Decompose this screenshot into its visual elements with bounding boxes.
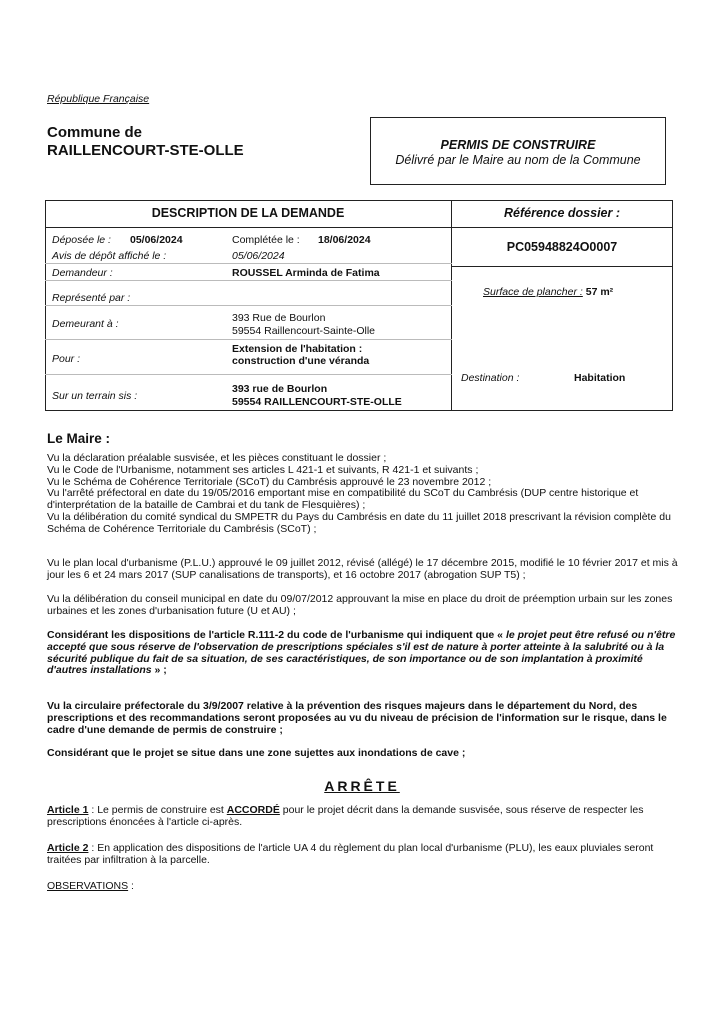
completee-value: 18/06/2024 — [318, 234, 371, 246]
deposee-value: 05/06/2024 — [130, 234, 183, 246]
permis-subtitle: Délivré par le Maire au nom de la Commune — [395, 153, 641, 167]
permis-box — [370, 117, 666, 185]
destination-label: Destination : — [461, 372, 520, 384]
description-title: DESCRIPTION DE LA DEMANDE — [151, 206, 345, 220]
reference-title: Référence dossier : — [503, 206, 621, 220]
avis-value: 05/06/2024 — [232, 250, 285, 262]
reference-value: PC05948824O0007 — [506, 240, 618, 254]
considerant-inondations: Considérant que le projet se situe dans une zone sujettes aux inondations de cave ; — [47, 747, 466, 759]
pour-label: Pour : — [52, 353, 81, 365]
row-separator — [45, 374, 452, 375]
table-header-line — [451, 227, 673, 228]
considerant-quote: le projet peut être refusé ou n'être accepté que sous réserve de l'observation de prescriptions spéciales s'il est de nature à porter atteinte à la salubrité ou à la sécurité publique du fait de sa situation, de ses caractéristiques, de son importance ou de son implantation à proximité d'autres installations — [47, 629, 676, 677]
surface-label: Surface de plancher : — [483, 286, 583, 298]
completee-label: Complétée le : — [232, 234, 300, 246]
row-separator — [45, 263, 452, 264]
surface-plancher — [483, 286, 613, 298]
permis-title: PERMIS DE CONSTRUIRE — [440, 138, 596, 152]
vu-delib: Vu la délibération du conseil municipal en date du 09/07/2012 approuvant la mise en place du droit de préemption urbain sur les zones urbaines et les zones d'urbanisation future (U et AU) ; — [47, 593, 673, 617]
vu-item: Vu le Schéma de Cohérence Territoriale (SCoT) du Cambrésis approuvé le 23 novembre 2012 ; — [47, 475, 492, 488]
vu-circulaire: Vu la circulaire préfectorale du 3/9/2007 relative à la prévention des risques majeurs dans le département du Nord, des prescriptions et des recommandations seront proposées au vu du niveau de précision de l'information sur le risque, dans le cadre d'une demande de permis de construire ; — [47, 700, 667, 736]
article2-text: : En application des dispositions de l'article UA 4 du règlement du plan local d'urbanisme (PLU), les eaux pluviales seront traitées par infiltration à la parcelle. — [47, 842, 654, 866]
commune-line1: Commune de — [47, 124, 143, 141]
demeurant-line1: 393 Rue de Bourlon — [232, 312, 326, 324]
article2-label: Article 2 — [47, 842, 89, 854]
vu-item: Vu la délibération du comité syndical du SMPETR du Pays du Cambrésis en date du 11 juillet 2018 prescrivant la révision complète du Schéma de Cohérence Territoriale du Cambrésis (SCoT) ; — [47, 510, 671, 535]
article-1 — [47, 805, 683, 829]
row-separator — [45, 280, 452, 281]
arrete-heading: ARRÊTE — [324, 778, 400, 794]
row-separator — [45, 305, 452, 306]
article1-label: Article 1 — [47, 804, 89, 816]
row-separator — [45, 339, 452, 340]
observations: OBSERVATIONS : — [47, 880, 134, 892]
vu-list — [47, 453, 683, 536]
vu-item: Vu la déclaration préalable susvisée, et les pièces constituant le dossier ; — [47, 452, 387, 464]
represente-label: Représenté par : — [52, 292, 131, 304]
le-maire-heading: Le Maire : — [47, 431, 111, 446]
surface-value: 57 m² — [585, 286, 614, 298]
terrain-line1: 393 rue de Bourlon — [232, 383, 328, 395]
observations-label: OBSERVATIONS — [47, 880, 129, 892]
demeurant-label: Demeurant à : — [52, 318, 119, 330]
pour-line1: Extension de l'habitation : — [232, 343, 363, 355]
demeurant-line2: 59554 Raillencourt-Sainte-Olle — [232, 325, 375, 337]
commune-line2: RAILLENCOURT-STE-OLLE — [47, 142, 244, 159]
pour-line2: construction d'une véranda — [232, 355, 370, 367]
avis-label: Avis de dépôt affiché le : — [52, 250, 167, 262]
article1-text-a: : Le permis de construire est — [88, 804, 227, 816]
considerant-r111-2 — [47, 630, 683, 677]
article1-accorde: ACCORDÉ — [226, 804, 280, 816]
terrain-label: Sur un terrain sis : — [52, 390, 138, 402]
table-header-line — [45, 227, 452, 228]
reference-divider — [451, 266, 673, 267]
vu-item: Vu l'arrêté préfectoral en date du 19/05/2016 emportant mise en compatibilité du SCoT du Cambrésis (DUP centre historique et d'interprétation de la bataille de Cambrai et du tank de Flesquières) ; — [47, 487, 639, 512]
destination-value: Habitation — [574, 372, 626, 384]
article-2 — [47, 843, 683, 867]
terrain-line2: 59554 RAILLENCOURT-STE-OLLE — [232, 396, 402, 408]
considerant-start: Considérant les dispositions de l'article R.111-2 du code de l'urbanisme qui indiquent que « — [47, 629, 506, 641]
considerant-end: » ; — [151, 664, 167, 677]
commune-name — [47, 124, 244, 160]
demandeur-value: ROUSSEL Arminda de Fatima — [232, 267, 380, 279]
article1-text-b: pour le projet décrit dans la demande susvisée, sous réserve de respecter les prescriptions énoncées à l'article ci-après. — [47, 804, 644, 828]
vu-plu: Vu le plan local d'urbanisme (P.L.U.) approuvé le 09 juillet 2012, révisé (allégé) le 17 décembre 2015, modifié le 10 février 2017 et mis à jour les 6 et 24 mars 2017 (SUP canalisations de transports), et 16 octobre 2017 (abrogation SUP T5) ; — [47, 557, 678, 581]
demandeur-label: Demandeur : — [52, 267, 113, 279]
vu-item: Vu le Code de l'Urbanisme, notamment ses articles L 421-1 et suivants, R 421-1 et suivants ; — [47, 463, 479, 476]
republique-francaise: République Française — [47, 93, 150, 105]
deposee-label: Déposée le : — [52, 234, 111, 246]
